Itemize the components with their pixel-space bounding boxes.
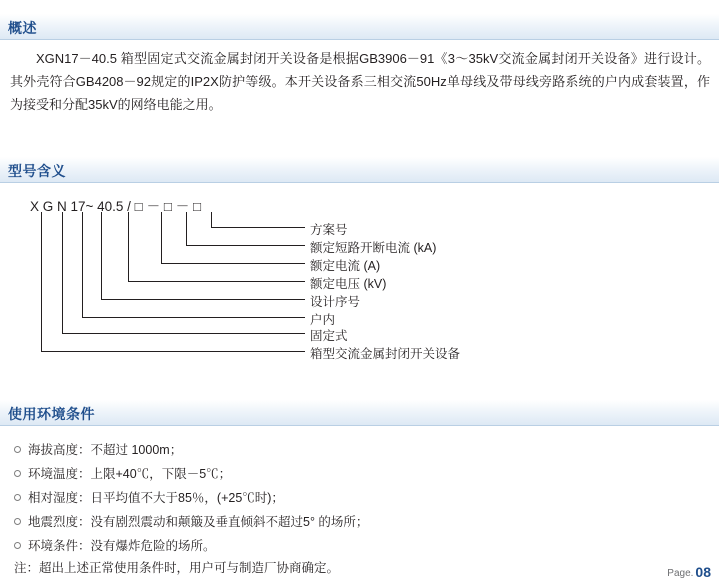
environment-note: 注：超出上述正常使用条件时，用户可与制造厂协商确定。 bbox=[14, 561, 340, 575]
model-legend-item-6: 固定式 bbox=[310, 329, 348, 343]
model-legend-item-2: 额定电流 (A) bbox=[310, 259, 381, 273]
model-legend-item-0: 方案号 bbox=[310, 223, 348, 237]
list-item-label: 环境温度：上限+40℃，下限－5℃； bbox=[28, 467, 232, 481]
bullet-icon bbox=[14, 494, 21, 501]
list-item bbox=[14, 488, 284, 506]
list-item bbox=[14, 536, 216, 554]
model-legend-item-7: 箱型交流金属封闭开关设备 bbox=[310, 347, 461, 361]
page-label: Page. bbox=[667, 568, 694, 579]
model-code-text: X G N 17~ 40.5 / □ － □ － □ bbox=[30, 199, 202, 214]
section-divider bbox=[0, 425, 719, 426]
list-item-label: 相对湿度：日平均值不大于85％，(+25℃时)； bbox=[28, 491, 284, 505]
page-footer bbox=[667, 564, 711, 580]
bullet-icon bbox=[14, 542, 21, 549]
section-title-model: 型号含义 bbox=[8, 163, 66, 179]
list-item-label: 地震烈度：没有剧烈震动和颠簸及垂直倾斜不超过5° 的场所； bbox=[28, 515, 369, 529]
model-legend-item-3: 额定电压 (kV) bbox=[310, 277, 387, 291]
page-number: 08 bbox=[695, 564, 711, 580]
list-item-label: 环境条件：没有爆炸危险的场所。 bbox=[28, 539, 216, 553]
list-item bbox=[14, 512, 368, 530]
bullet-icon bbox=[14, 470, 21, 477]
model-legend-item-1: 额定短路开断电流 (kA) bbox=[310, 241, 437, 255]
bullet-icon bbox=[14, 446, 21, 453]
section-title-environment: 使用环境条件 bbox=[8, 406, 95, 422]
model-legend-item-4: 设计序号 bbox=[310, 295, 361, 309]
list-item bbox=[14, 464, 231, 482]
section-title-overview: 概述 bbox=[8, 20, 37, 36]
list-item-label: 海拔高度：不超过 1000m； bbox=[28, 443, 183, 457]
bullet-icon bbox=[14, 518, 21, 525]
list-item bbox=[14, 440, 182, 458]
model-legend-item-5: 户内 bbox=[310, 313, 336, 327]
overview-paragraph: XGN17－40.5 箱型固定式交流金属封闭开关设备是根据GB3906－91《3～35kV交流金属封闭开关设备》进行设计。其外壳符合GB4208－92规定的IP2X防护等级。本开关设备系三相交流50Hz单母线及带母线旁路系统的户内成套装置，作为接受和分配35kV的网络电能之用。 bbox=[10, 51, 710, 112]
section-header-environment bbox=[0, 400, 719, 426]
